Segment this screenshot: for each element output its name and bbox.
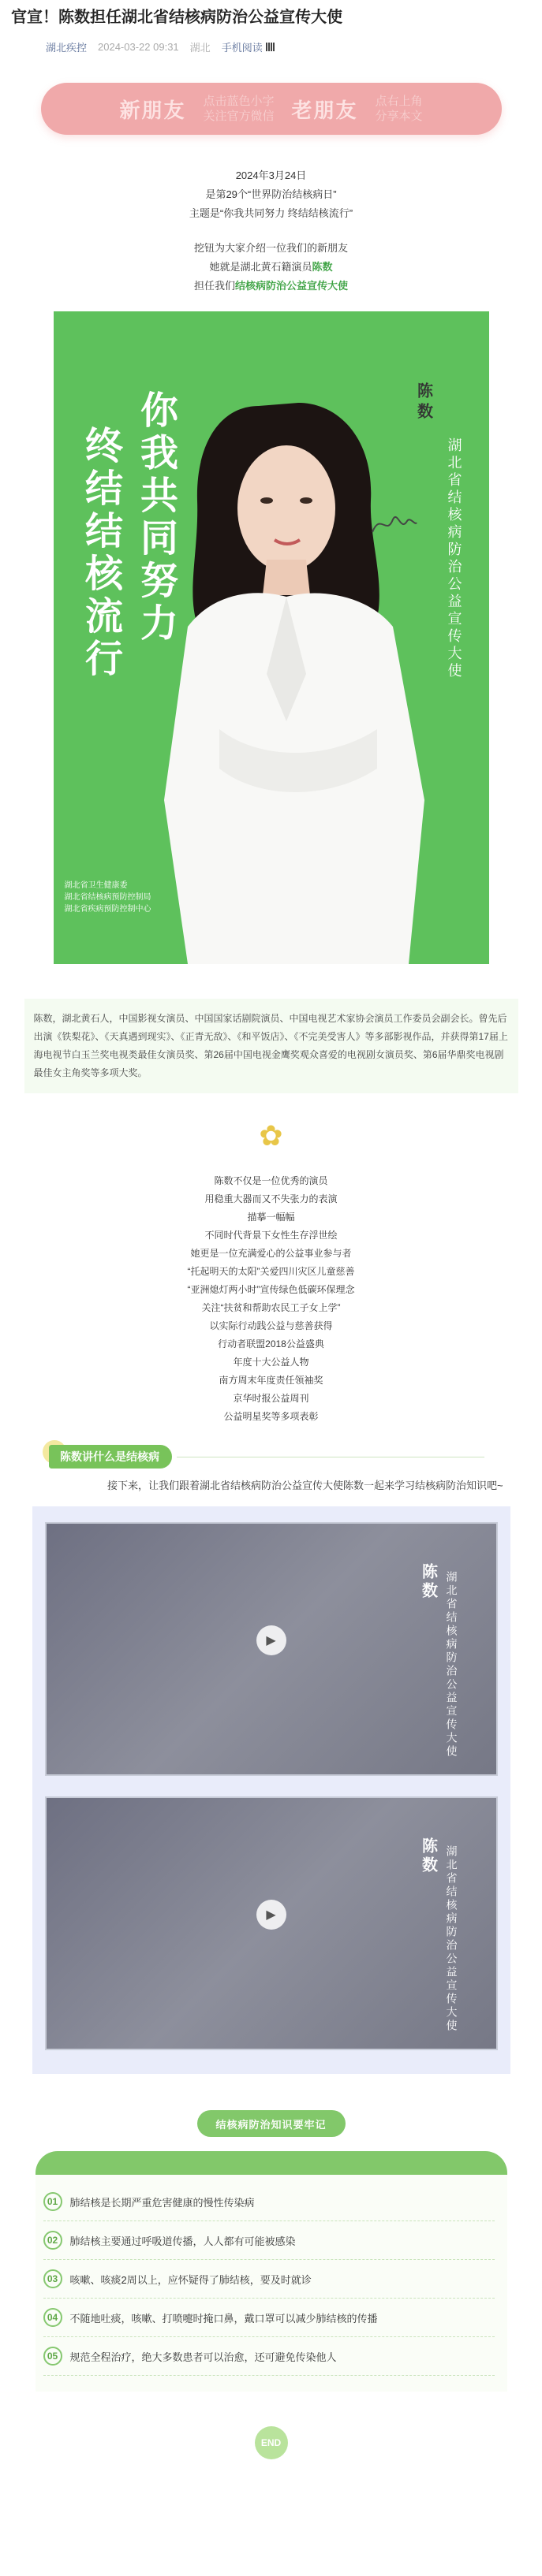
intro-line: 是第29个“世界防治结核病日” bbox=[205, 188, 337, 200]
video-panel bbox=[32, 1506, 510, 2074]
poster-slogan: 你我共同努力 bbox=[134, 390, 177, 646]
ambassador-role: 结核病防治公益宣传大使 bbox=[235, 280, 349, 292]
poster-org: 湖北省卫生健康委 bbox=[64, 881, 128, 890]
knowledge-number: 04 bbox=[43, 2308, 62, 2327]
biography-box: 陈数，湖北黄石人，中国影视女演员、中国国家话剧院演员、中国电视艺术家协会演员工作委员会副会长。曾先后出演《铁梨花》、《天真遇到现实》、《正青无敌》、《和平饭店》、《不完美受害人》等多部影视作品，并获得第17届上海电视节白玉兰奖电视类最佳女演员奖、第26届中国电视金鹰奖观众喜爱的电视剧女演员奖、第6届华鼎奖电视剧最佳女主角奖等多项大奖。 bbox=[24, 999, 518, 1093]
new-friend-hint-line: 关注官方微信 bbox=[203, 110, 275, 123]
knowledge-number: 05 bbox=[43, 2347, 62, 2366]
old-friend-hint-line: 点右上角 bbox=[375, 95, 423, 108]
video-name-overlay: 陈数 bbox=[419, 1837, 437, 1875]
intro-line: 主题是“你我共同努力 终结结核流行” bbox=[189, 207, 353, 219]
ambassador-photo bbox=[140, 390, 456, 964]
old-friend-hint bbox=[376, 94, 423, 124]
section-header bbox=[49, 1445, 542, 1469]
article-title: 官宣！陈数担任湖北省结核病防治公益宣传大使 bbox=[11, 9, 342, 26]
mobile-read-label: 手机阅读 bbox=[221, 42, 263, 54]
poster-role: 湖北省结核病防治公益宣传大使 bbox=[446, 437, 462, 680]
old-friend-label: 老朋友 bbox=[291, 98, 358, 122]
honors-line: 不同时代背景下女性生存浮世绘 bbox=[204, 1230, 338, 1241]
article-source-link[interactable]: 湖北疾控 bbox=[46, 42, 88, 54]
knowledge-panel bbox=[36, 2151, 507, 2392]
play-icon[interactable]: ▶ bbox=[256, 1900, 286, 1930]
intro-line: 挖钮为大家介绍一位我们的新朋友 bbox=[193, 242, 348, 254]
poster-name: 陈数 bbox=[414, 382, 432, 423]
knowledge-text: 不随地吐痰，咳嗽、打喷嚏时掩口鼻，戴口罩可以减少肺结核的传播 bbox=[69, 2312, 378, 2325]
flower-divider-icon: ✿ bbox=[259, 1119, 283, 1152]
intro-line bbox=[0, 258, 542, 277]
bottom-space bbox=[0, 2459, 542, 2470]
honors-line: “托起明天的太阳”关爱四川灾区儿童慈善 bbox=[187, 1266, 355, 1277]
knowledge-item bbox=[43, 2183, 495, 2221]
intro-text-part: 担任我们 bbox=[193, 280, 235, 292]
honors-line: 南方周末年度责任领袖奖 bbox=[219, 1375, 323, 1386]
section-lead: 接下来，让我们跟着湖北省结核病防治公益宣传大使陈数一起来学习结核病防治知识吧~ bbox=[107, 1480, 503, 1491]
qr-code-icon bbox=[266, 43, 275, 51]
video-player[interactable] bbox=[45, 1522, 498, 1776]
new-friend-hint-line: 点击蓝色小字 bbox=[203, 95, 275, 108]
knowledge-title: 结核病防治知识要牢记 bbox=[197, 2110, 346, 2137]
honors-line: 京华时报公益周刊 bbox=[233, 1393, 309, 1404]
knowledge-text: 肺结核是长期严重危害健康的慢性传染病 bbox=[69, 2196, 255, 2209]
honors-line: “亚洲熄灯两小时”宣传绿色低碳环保理念 bbox=[187, 1284, 355, 1295]
honors-line: 描摹一幅幅 bbox=[247, 1212, 295, 1223]
honors-line: 陈数不仅是一位优秀的演员 bbox=[214, 1175, 328, 1186]
honors-line: 公益明星奖等多项表彰 bbox=[223, 1411, 319, 1422]
knowledge-number: 03 bbox=[43, 2269, 62, 2288]
new-friend-label: 新朋友 bbox=[119, 98, 186, 122]
honors-line: 用稳重大器而又不失张力的表演 bbox=[204, 1193, 338, 1204]
intro-text bbox=[0, 166, 542, 296]
article-datetime: 2024-03-22 09:31 bbox=[98, 41, 179, 53]
honors-line: 行动者联盟2018公益盛典 bbox=[218, 1338, 324, 1349]
knowledge-text: 肺结核主要通过呼吸道传播，人人都有可能被感染 bbox=[69, 2235, 296, 2247]
ambassador-poster bbox=[54, 311, 489, 964]
signature-graphic bbox=[369, 508, 420, 540]
old-friend-hint-line: 分享本文 bbox=[375, 110, 423, 123]
intro-text-part: 她就是湖北黄石籍演员 bbox=[209, 261, 312, 273]
knowledge-item bbox=[43, 2299, 495, 2337]
video-player[interactable] bbox=[45, 1796, 498, 2050]
knowledge-item bbox=[43, 2337, 495, 2376]
end-badge: END bbox=[255, 2426, 288, 2459]
mobile-read-link[interactable] bbox=[222, 39, 275, 54]
knowledge-number: 01 bbox=[43, 2192, 62, 2211]
article-region: 湖北 bbox=[189, 42, 211, 54]
new-friend-hint bbox=[203, 94, 274, 124]
honors-line: 她更是一位充满爱心的公益事业参与者 bbox=[190, 1248, 352, 1259]
article-meta bbox=[0, 28, 542, 54]
play-icon[interactable]: ▶ bbox=[256, 1625, 286, 1655]
ambassador-name: 陈数 bbox=[312, 261, 333, 273]
honors-line: 关注“扶贫和帮助农民工子女上学” bbox=[201, 1302, 341, 1313]
video-role-overlay: 湖北省结核病防治公益宣传大使 bbox=[445, 1845, 458, 2033]
section-label: 陈数讲什么是结核病 bbox=[49, 1445, 172, 1469]
video-name-overlay: 陈数 bbox=[419, 1563, 437, 1601]
honors-line: 以实际行动践公益与慈善获得 bbox=[209, 1320, 333, 1331]
knowledge-text: 规范全程治疗，绝大多数患者可以治愈，还可避免传染他人 bbox=[69, 2351, 337, 2363]
poster-organizations bbox=[65, 880, 151, 915]
knowledge-item bbox=[43, 2260, 495, 2299]
knowledge-number: 02 bbox=[43, 2231, 62, 2250]
poster-slogan: 终结结核流行 bbox=[79, 426, 121, 681]
intro-line bbox=[0, 277, 542, 296]
poster-org: 湖北省结核病预防控制局 bbox=[64, 893, 151, 902]
knowledge-text: 咳嗽、咳痰2周以上，应怀疑得了肺结核，要及时就诊 bbox=[69, 2273, 312, 2286]
video-role-overlay: 湖北省结核病防治公益宣传大使 bbox=[445, 1571, 458, 1759]
honors-line: 年度十大公益人物 bbox=[233, 1357, 309, 1368]
poster-org: 湖北省疾病预防控制中心 bbox=[64, 905, 151, 914]
intro-date: 2024年3月24日 bbox=[235, 169, 307, 181]
honors-list bbox=[0, 1172, 542, 1426]
knowledge-item bbox=[43, 2221, 495, 2260]
follow-banner[interactable] bbox=[41, 83, 502, 135]
